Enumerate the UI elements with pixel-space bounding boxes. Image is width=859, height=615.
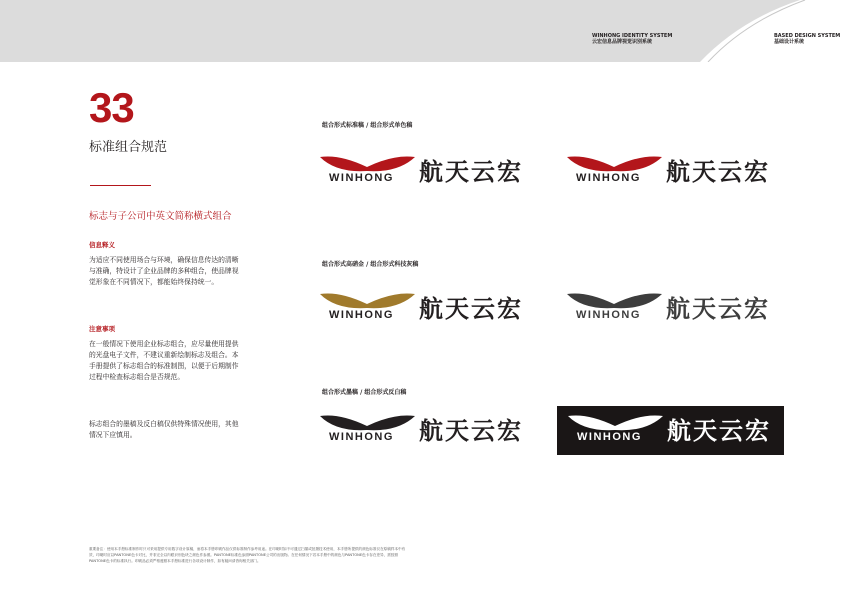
logo-reverse (568, 414, 778, 454)
header-system-cn: 云宏信息品牌视觉识别系统 (592, 39, 653, 45)
logo-cn-name: 航天云宏 (419, 295, 523, 323)
caption-row-gold-gray: 组合形式高硝金 / 组合形式科技灰稿 (322, 261, 419, 268)
logo-wordmark: WINHONG (576, 309, 641, 321)
logo-gold (320, 292, 530, 332)
header-background (0, 0, 859, 62)
section-subtitle: 标志与子公司中英文简称横式组合 (89, 211, 232, 222)
logo-cn-name: 航天云宏 (667, 417, 771, 445)
header-system-en: WINHONG IDENTITY SYSTEM (592, 33, 673, 39)
notes-text: 在一般情况下使用企业标志组合，应尽量使用提供的光盘电子文件，不建议重新绘制标志及组合。本手册提供了标志组合的标准制图，以便于后期制作过程中检查标志组合是否规范。 (89, 340, 239, 381)
header-band (0, 0, 859, 62)
caption-row-standard: 组合形式标准稿 / 组合形式单色稿 (322, 122, 413, 129)
logo-monochrome (567, 155, 777, 195)
header-section-en: BASED DESIGN SYSTEM (774, 33, 841, 39)
logo-cn-name: 航天云宏 (419, 158, 523, 186)
logo-wordmark: WINHONG (576, 172, 641, 184)
wings-icon (320, 292, 415, 310)
logo-wordmark: WINHONG (329, 431, 394, 443)
logo-ink (320, 414, 530, 454)
title-divider (90, 185, 151, 186)
logo-cn-name: 航天云宏 (666, 158, 770, 186)
header-system-label (592, 33, 672, 45)
info-text: 为适应不同使用场合与环境，确保信息传达的清晰与准确，特设计了企业品牌的多种组合，使品牌视觉形象在不同情况下，都能始终保持统一。 (89, 256, 239, 286)
notes-text-special: 标志组合的墨稿及反白稿仅供特殊情况使用，其他情况下应慎用。 (89, 420, 239, 439)
wings-icon (320, 155, 415, 173)
footnote: 重要备注：使用本手册标准制作时只可采用提供专用数字设计原稿，而将本手册印刷作品仅供标准制作参考用途。在印刷时如不可通过扫描或拍摄技术使用，本手册所提供的颜色标准仅在原稿样本中有效，印刷时应以PANTONE色卡对比，并非完全以肉眼识别色块之颜色作参照。PANTONE标准色参照PANTONE公司的出版物。在任何情况下若本手册中的颜色与PANTONE色卡存在差异，需按照PANTONE色卡的标准执行。印刷品必须严格遵照本手册标准进行各项设计制作，如有疑问请咨询相关部门。 (89, 547, 406, 563)
page-number: 33 (89, 84, 134, 131)
logo-wordmark: WINHONG (577, 431, 642, 443)
logo-wordmark: WINHONG (329, 172, 394, 184)
logo-standard (320, 155, 530, 195)
page-title: 标准组合规范 (89, 140, 168, 155)
logo-tech-gray (567, 292, 777, 332)
header-section-cn: 基础设计系统 (774, 39, 805, 45)
notes-label: 注意事项 (89, 325, 115, 333)
logo-wordmark: WINHONG (329, 309, 394, 321)
wings-icon (567, 292, 662, 310)
wings-icon (568, 414, 663, 432)
logo-cn-name: 航天云宏 (419, 417, 523, 445)
info-label: 信息释义 (89, 241, 115, 249)
wings-icon (567, 155, 662, 173)
caption-row-ink-reverse: 组合形式墨稿 / 组合形式反白稿 (322, 389, 407, 396)
wings-icon (320, 414, 415, 432)
logo-cn-name: 航天云宏 (666, 295, 770, 323)
header-section-label (774, 33, 840, 45)
